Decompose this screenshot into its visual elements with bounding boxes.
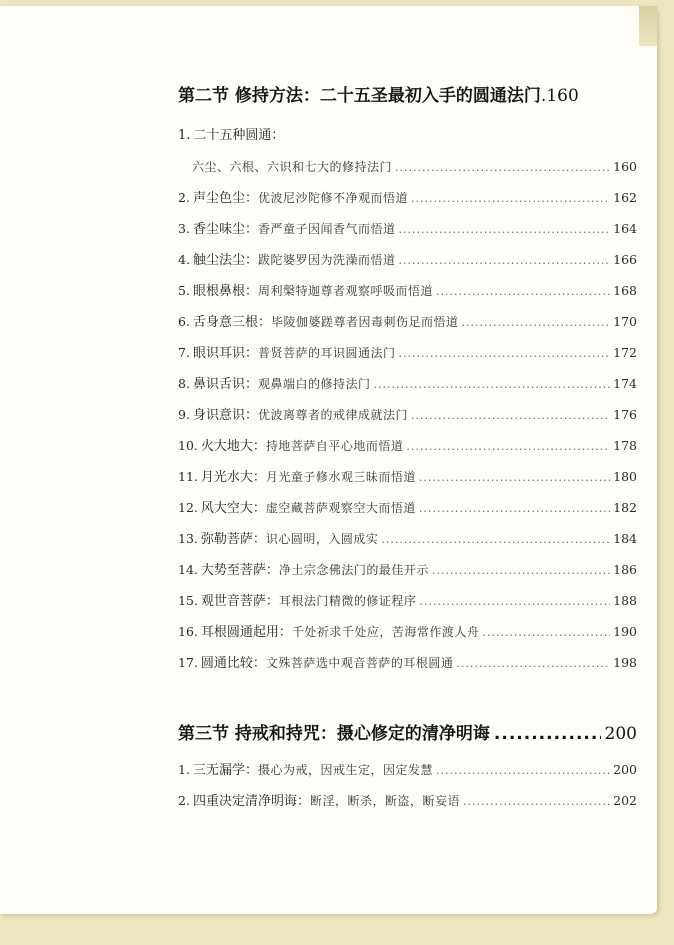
entry-subtitle: 周利槃特迦尊者观察呼吸而悟道: [257, 284, 433, 298]
entry-heading: 香尘味尘：: [192, 222, 258, 237]
entry-subtitle: 月光童子修水观三昧而悟道: [265, 470, 416, 484]
toc-entry: [178, 492, 637, 523]
section-2-entries: [178, 120, 637, 678]
entry-number: 6.: [178, 314, 190, 329]
leader-dots: [398, 338, 610, 369]
entry-number: 12.: [178, 500, 198, 515]
entry-subtitle: 香严童子因闻香气而悟道: [257, 222, 396, 236]
entry-subtitle: 断淫，断杀，断盗，断妄语: [309, 794, 460, 808]
section-3-page: 200: [604, 724, 637, 744]
entry-page-number: 178: [613, 438, 637, 453]
leader-dots: [411, 400, 610, 431]
entry-subtitle: 优波尼沙陀修不净观而悟道: [257, 191, 408, 205]
entry-number: 15.: [178, 593, 198, 608]
entry-subtitle: 净土宗念佛法门的最佳开示: [278, 563, 429, 577]
entry-heading: 声尘色尘：: [192, 191, 258, 206]
entry-heading: 鼻识舌识：: [192, 377, 258, 392]
leader-dots: [381, 524, 610, 555]
entry-subtitle: 耳根法门精微的修证程序: [278, 594, 417, 608]
entry-subtitle: 跋陀婆罗因为洗澡而悟道: [257, 253, 396, 267]
entry-page-number: 160: [613, 159, 637, 174]
entry-subtitle: 持地菩萨自平心地而悟道: [265, 439, 404, 453]
toc-entry: [178, 554, 637, 585]
entry-heading: 月光水大：: [200, 470, 266, 485]
entry-page-number: 198: [613, 655, 637, 670]
toc-entry: [178, 616, 637, 647]
leader-dots: [419, 462, 610, 493]
entry-page-number: 190: [613, 624, 637, 639]
entry-subtitle: 毕陵伽婆蹉尊者因毒刺伤足而悟道: [270, 315, 459, 329]
entry-subtitle: 六尘、六根、六识和七大的修持法门: [192, 160, 393, 174]
leader-dots: [398, 245, 610, 276]
leader-dots: [461, 307, 610, 338]
leader-dots: [494, 716, 601, 752]
toc-entry: [178, 120, 637, 151]
entry-page-number: 182: [613, 500, 637, 515]
entry-number: 5.: [178, 283, 190, 298]
leader-dots: [398, 214, 610, 245]
entry-heading: 眼识耳识：: [192, 346, 258, 361]
leader-dots: [463, 786, 610, 817]
entry-heading: 大势至菩萨：: [200, 563, 279, 578]
entry-number: 17.: [178, 655, 198, 670]
entry-number: 2.: [178, 793, 190, 808]
entry-number: 8.: [178, 376, 190, 391]
entry-number: 1.: [178, 762, 190, 777]
entry-number: 9.: [178, 407, 190, 422]
entry-page-number: 184: [613, 531, 637, 546]
section-3-entries: [178, 754, 637, 816]
entry-heading: 二十五种圆通：: [193, 128, 285, 143]
entry-number: 4.: [178, 252, 190, 267]
toc-entry: [178, 754, 637, 785]
entry-subtitle: 观鼻端白的修持法门: [257, 377, 371, 391]
entry-number: 11.: [178, 469, 198, 484]
section-3-title: 第三节 持戒和持咒：摄心修定的清净明诲: [178, 724, 490, 744]
toc-entry: [178, 523, 637, 554]
entry-page-number: 202: [613, 793, 637, 808]
leader-dots: [406, 431, 610, 462]
entry-page-number: 166: [613, 252, 637, 267]
entry-subtitle: 摄心为戒，因戒生定，因定发慧: [257, 763, 433, 777]
section-2-title: 第二节 修持方法：二十五圣最初入手的圆通法门: [178, 86, 541, 106]
leader-dots: [411, 183, 610, 214]
entry-heading: 耳根圆通起用：: [200, 625, 292, 640]
section-3-heading: [178, 716, 637, 752]
entry-heading: 弥勒菩萨：: [200, 532, 266, 547]
toc-entry: [178, 461, 637, 492]
toc-entry: [178, 647, 637, 678]
toc-entry: [178, 785, 637, 816]
entry-page-number: 168: [613, 283, 637, 298]
entry-subtitle: 优波离尊者的戒律成就法门: [257, 408, 408, 422]
leader-dots: [436, 755, 610, 786]
entry-heading: 火大地大：: [200, 439, 266, 454]
entry-number: 3.: [178, 221, 190, 236]
page-corner: [639, 6, 657, 46]
table-of-contents: [178, 78, 637, 816]
toc-entry: [178, 151, 637, 182]
toc-entry: [178, 275, 637, 306]
leader-dots: [432, 555, 610, 586]
section-gap: [178, 678, 637, 716]
entry-page-number: 172: [613, 345, 637, 360]
entry-heading: 风大空大：: [200, 501, 266, 516]
leader-dots: [419, 493, 610, 524]
entry-page-number: 176: [613, 407, 637, 422]
entry-subtitle: 虚空藏菩萨观察空大而悟道: [265, 501, 416, 515]
entry-number: 7.: [178, 345, 190, 360]
entry-page-number: 200: [613, 762, 637, 777]
toc-entry: [178, 337, 637, 368]
entry-heading: 圆通比较：: [200, 656, 266, 671]
leader-dots: [395, 152, 610, 183]
entry-subtitle: 千处祈求千处应，苦海常作渡人舟: [291, 625, 480, 639]
entry-page-number: 174: [613, 376, 637, 391]
entry-heading: 眼根鼻根：: [192, 284, 258, 299]
toc-entry: [178, 306, 637, 337]
entry-subtitle: 识心圆明，入圆成实: [265, 532, 379, 546]
toc-entry: [178, 213, 637, 244]
toc-entry: [178, 244, 637, 275]
entry-page-number: 188: [613, 593, 637, 608]
entry-heading: 触尘法尘：: [192, 253, 258, 268]
leader-dots: [419, 586, 610, 617]
entry-number: 16.: [178, 624, 198, 639]
entry-page-number: 186: [613, 562, 637, 577]
leader-dots: [373, 369, 610, 400]
entry-page-number: 162: [613, 190, 637, 205]
entry-heading: 四重决定清净明诲：: [192, 794, 310, 809]
section-2-page: .160: [540, 86, 579, 106]
leader-dots: [482, 617, 610, 648]
entry-number: 13.: [178, 531, 198, 546]
entry-heading: 舌身意三根：: [192, 315, 271, 330]
entry-number: 14.: [178, 562, 198, 577]
entry-number: 1.: [178, 128, 191, 143]
toc-entry: [178, 585, 637, 616]
entry-subtitle: 普贤菩萨的耳识圆通法门: [257, 346, 396, 360]
toc-entry: [178, 182, 637, 213]
entry-page-number: 180: [613, 469, 637, 484]
entry-page-number: 164: [613, 221, 637, 236]
leader-dots: [456, 648, 610, 679]
entry-subtitle: 文殊菩萨选中观音菩萨的耳根圆通: [265, 656, 454, 670]
entry-number: 10.: [178, 438, 198, 453]
entry-heading: 身识意识：: [192, 408, 258, 423]
entry-heading: 观世音菩萨：: [200, 594, 279, 609]
entry-number: 2.: [178, 190, 190, 205]
section-2-heading: [178, 78, 637, 114]
entry-heading: 三无漏学：: [192, 763, 258, 778]
entry-page-number: 170: [613, 314, 637, 329]
book-page: [0, 6, 657, 914]
toc-entry: [178, 430, 637, 461]
toc-entry: [178, 368, 637, 399]
leader-dots: [436, 276, 610, 307]
toc-entry: [178, 399, 637, 430]
